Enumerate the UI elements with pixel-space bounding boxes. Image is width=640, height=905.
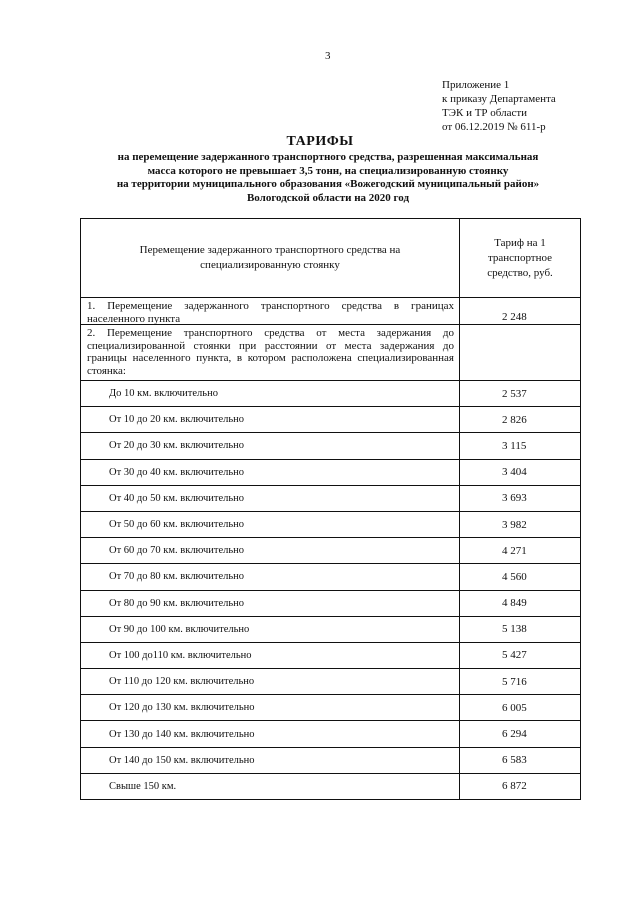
table-row [81, 298, 580, 325]
table-row [81, 407, 580, 433]
range-label: От 10 до 20 км. включительно [81, 407, 460, 432]
range-value: 2 826 [502, 413, 527, 426]
range-value: 5 427 [502, 649, 527, 662]
range-label: От 70 до 80 км. включительно [81, 564, 460, 589]
table-header-row [81, 219, 580, 298]
header-service: Перемещение задержанного транспортного средства на специализированную стоянку [81, 219, 460, 297]
range-value: 6 294 [502, 728, 527, 741]
range-label: От 80 до 90 км. включительно [81, 591, 460, 616]
range-value: 2 537 [502, 387, 527, 400]
table-row [81, 564, 580, 590]
range-value: 4 849 [502, 597, 527, 610]
table-row [81, 591, 580, 617]
range-label: От 130 до 140 км. включительно [81, 721, 460, 746]
header-tariff: Тариф на 1 транспортное средство, руб. [487, 236, 553, 279]
table-row [81, 325, 580, 381]
table-row [81, 381, 580, 407]
tariff-table [80, 218, 581, 800]
range-label: До 10 км. включительно [81, 381, 460, 406]
table-row [81, 669, 580, 695]
range-value: 4 271 [502, 544, 527, 557]
subtitle-line: на территории муниципального образования «Вожегодский муниципальный район» [116, 178, 540, 190]
subtitle-line: масса которого не превышает 3,5 тонн, на специализированную стоянку [147, 164, 509, 177]
range-label: От 120 до 130 км. включительно [81, 695, 460, 720]
page-number: 3 [325, 50, 331, 62]
range-value: 3 693 [502, 492, 527, 505]
document-title: ТАРИФЫ [286, 134, 354, 149]
range-value: 4 560 [502, 570, 527, 583]
range-value: 6 872 [502, 780, 527, 793]
document-subtitle [60, 151, 596, 205]
item-2-value-empty [460, 325, 580, 380]
range-value: 3 982 [502, 518, 527, 531]
range-label: От 90 до 100 км. включительно [81, 617, 460, 642]
table-row [81, 748, 580, 774]
annex-line: Приложение 1 [442, 79, 510, 91]
range-label: От 40 до 50 км. включительно [81, 486, 460, 511]
table-row [81, 643, 580, 669]
table-row [81, 617, 580, 643]
item-1-text: 1. Перемещение задержанного транспортного средства в границах населенного пункта [81, 298, 460, 324]
range-value: 6 583 [502, 754, 527, 767]
table-row [81, 538, 580, 564]
item-2-text: 2. Перемещение транспортного средства от места задержания до специализированной стоянки при расстоянии от места задержания до границы населенного пункта, в котором расположена специализированная стоянка: [81, 325, 460, 380]
range-value: 5 138 [502, 623, 527, 636]
range-value: 6 005 [502, 701, 527, 714]
range-value: 3 115 [502, 439, 527, 452]
range-label: От 110 до 120 км. включительно [81, 669, 460, 694]
table-row [81, 486, 580, 512]
range-label: Свыше 150 км. [81, 774, 460, 799]
table-row [81, 433, 580, 459]
range-label: От 50 до 60 км. включительно [81, 512, 460, 537]
range-value: 5 716 [502, 675, 527, 688]
annex-reference [442, 78, 556, 134]
range-label: От 100 до110 км. включительно [81, 643, 460, 668]
table-row [81, 721, 580, 747]
subtitle-line: Вологодской области на 2020 год [246, 191, 410, 204]
table-row [81, 695, 580, 721]
range-label: От 60 до 70 км. включительно [81, 538, 460, 563]
subtitle-line: на перемещение задержанного транспортного средства, разрешенная максимальная [117, 151, 539, 163]
annex-line: от 06.12.2019 № 611-р [442, 121, 546, 133]
item-1-value: 2 248 [502, 311, 527, 323]
range-label: От 140 до 150 км. включительно [81, 748, 460, 773]
range-value: 3 404 [502, 466, 527, 479]
range-rows [81, 381, 580, 799]
range-label: От 20 до 30 км. включительно [81, 433, 460, 458]
annex-line: ТЭК и ТР области [442, 107, 528, 119]
range-label: От 30 до 40 км. включительно [81, 460, 460, 485]
table-row [81, 512, 580, 538]
annex-line: к приказу Департамента [442, 93, 556, 105]
table-row [81, 774, 580, 799]
table-row [81, 460, 580, 486]
